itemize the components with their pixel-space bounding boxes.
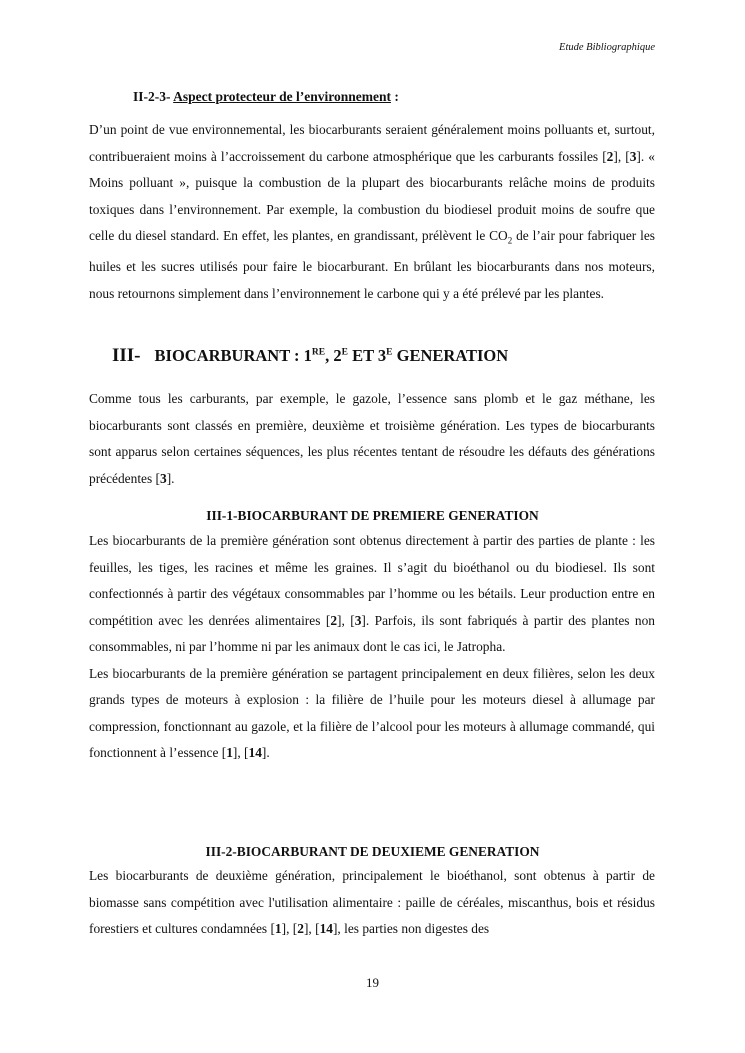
subsection-colon: : (394, 89, 399, 104)
citation: 14 (319, 921, 333, 936)
section-title: BIOCARBURANT : 1RE, $2^E$ ET $3^E$ GENERATION (154, 346, 509, 365)
citation: 2 (330, 612, 338, 628)
paragraph-environment: D’un point de vue environnemental, les biocarburants seraient généralement moins polluants et, surtout, contribueraient moins à l’accroissement du carbone atmosphérique que les carburants fossiles [2], [3]. « Moins polluant », puisque la combustion de la plupart des biocarburants relâche moins de produits toxiques dans l’environnement. Par exemple, la combustion du biodiesel produit moins de soufre que celle du diesel standard. En effet, les plantes, en grandissant, prélèvent le $CO_2$ de l’air pour fabriquer les huiles et les sucres utilisés pour faire le biocarburant. En brûlant les biocarburants dans nos moteurs, nous retournons simplement dans l’environnement le carbone qui y a été prélevé par les plantes. (89, 122, 656, 301)
page-number: 19 (366, 975, 379, 990)
citation: 3 (160, 470, 167, 486)
paragraph-first-generation: Les biocarburants de la première génération sont obtenus directement à partir des parties de plante : les feuilles, les tiges, les racines et même les graines. Il s’agit du bioéthanol ou du biodiesel. Ils sont confectionnés à partir des végétaux consommables par l’homme ou les bétails. Leur production entre en compétition avec les denrées alimentaires [2], [3]. Parfois, ils sont fabriqués à partir des plantes non consommables, ni par l’homme ni par les animaux dont le cas ici, le Jatropha. Les biocarburants de la première génération se partagent principalement en deux filières, selon les deux grands types de moteurs à explosion : la filière de l’huile pour les moteurs diesel à allumage par compression, fonctionnant au gazole, et la filière de l’alcool pour les moteurs à allumage commandé, qui fonctionnent à l’essence [1], [14]. (89, 528, 655, 767)
citation: 2 (606, 148, 614, 164)
citation: 3 (629, 148, 637, 164)
co2-subscript: 2 (507, 235, 513, 246)
citation: 3 (354, 612, 362, 628)
subsection-title: Aspect protecteur de l’environnement (173, 89, 391, 104)
subsection-number: II-2-3- (133, 89, 171, 104)
paragraph-generations-intro: Comme tous les carburants, par exemple, le gazole, l’essence sans plomb et le gaz méthane, les biocarburants sont classés en première, deuxième et troisième génération. Les types de biocarburants sont apparus selon certaines séquences, les plus récentes tentant de résoudre les défauts des générations précédentes [3]. (89, 391, 655, 486)
paragraph-second-generation: Les biocarburants de deuxième génération, principalement le bioéthanol, sont obtenus à partir de biomasse sans compétition avec l'utilisation alimentaire : paille de céréales, miscanthus, bois et résidus forestiers et cultures condamnées [1], [2], [14], les parties non digestes des (89, 868, 655, 936)
section-heading-3-1: III-1-BIOCARBURANT DE PREMIERE GENERATION (206, 508, 539, 523)
section-heading-3 (112, 345, 508, 367)
citation: 1 (226, 745, 233, 760)
section-heading-3-2: III-2-BIOCARBURANT DE DEUXIEME GENERATION (205, 844, 540, 859)
citation: 14 (248, 745, 262, 760)
paragraph-first-generation-filieres: Les biocarburants de la première génération se partagent principalement en deux filières, selon les deux grands types de moteurs à explosion : la filière de l’huile pour les moteurs diesel à allumage par compression, fonctionnant au gazole, et la filière de l’alcool pour les moteurs à allumage commandé, qui fonctionnent à l’essence [1], [14]. (89, 665, 655, 760)
running-header: Etude Bibliographique (559, 42, 655, 53)
subsection-heading-2-2-3 (133, 89, 399, 105)
citation: 1 (274, 921, 282, 936)
section-number: III- (112, 345, 141, 366)
citation: 2 (297, 921, 304, 936)
